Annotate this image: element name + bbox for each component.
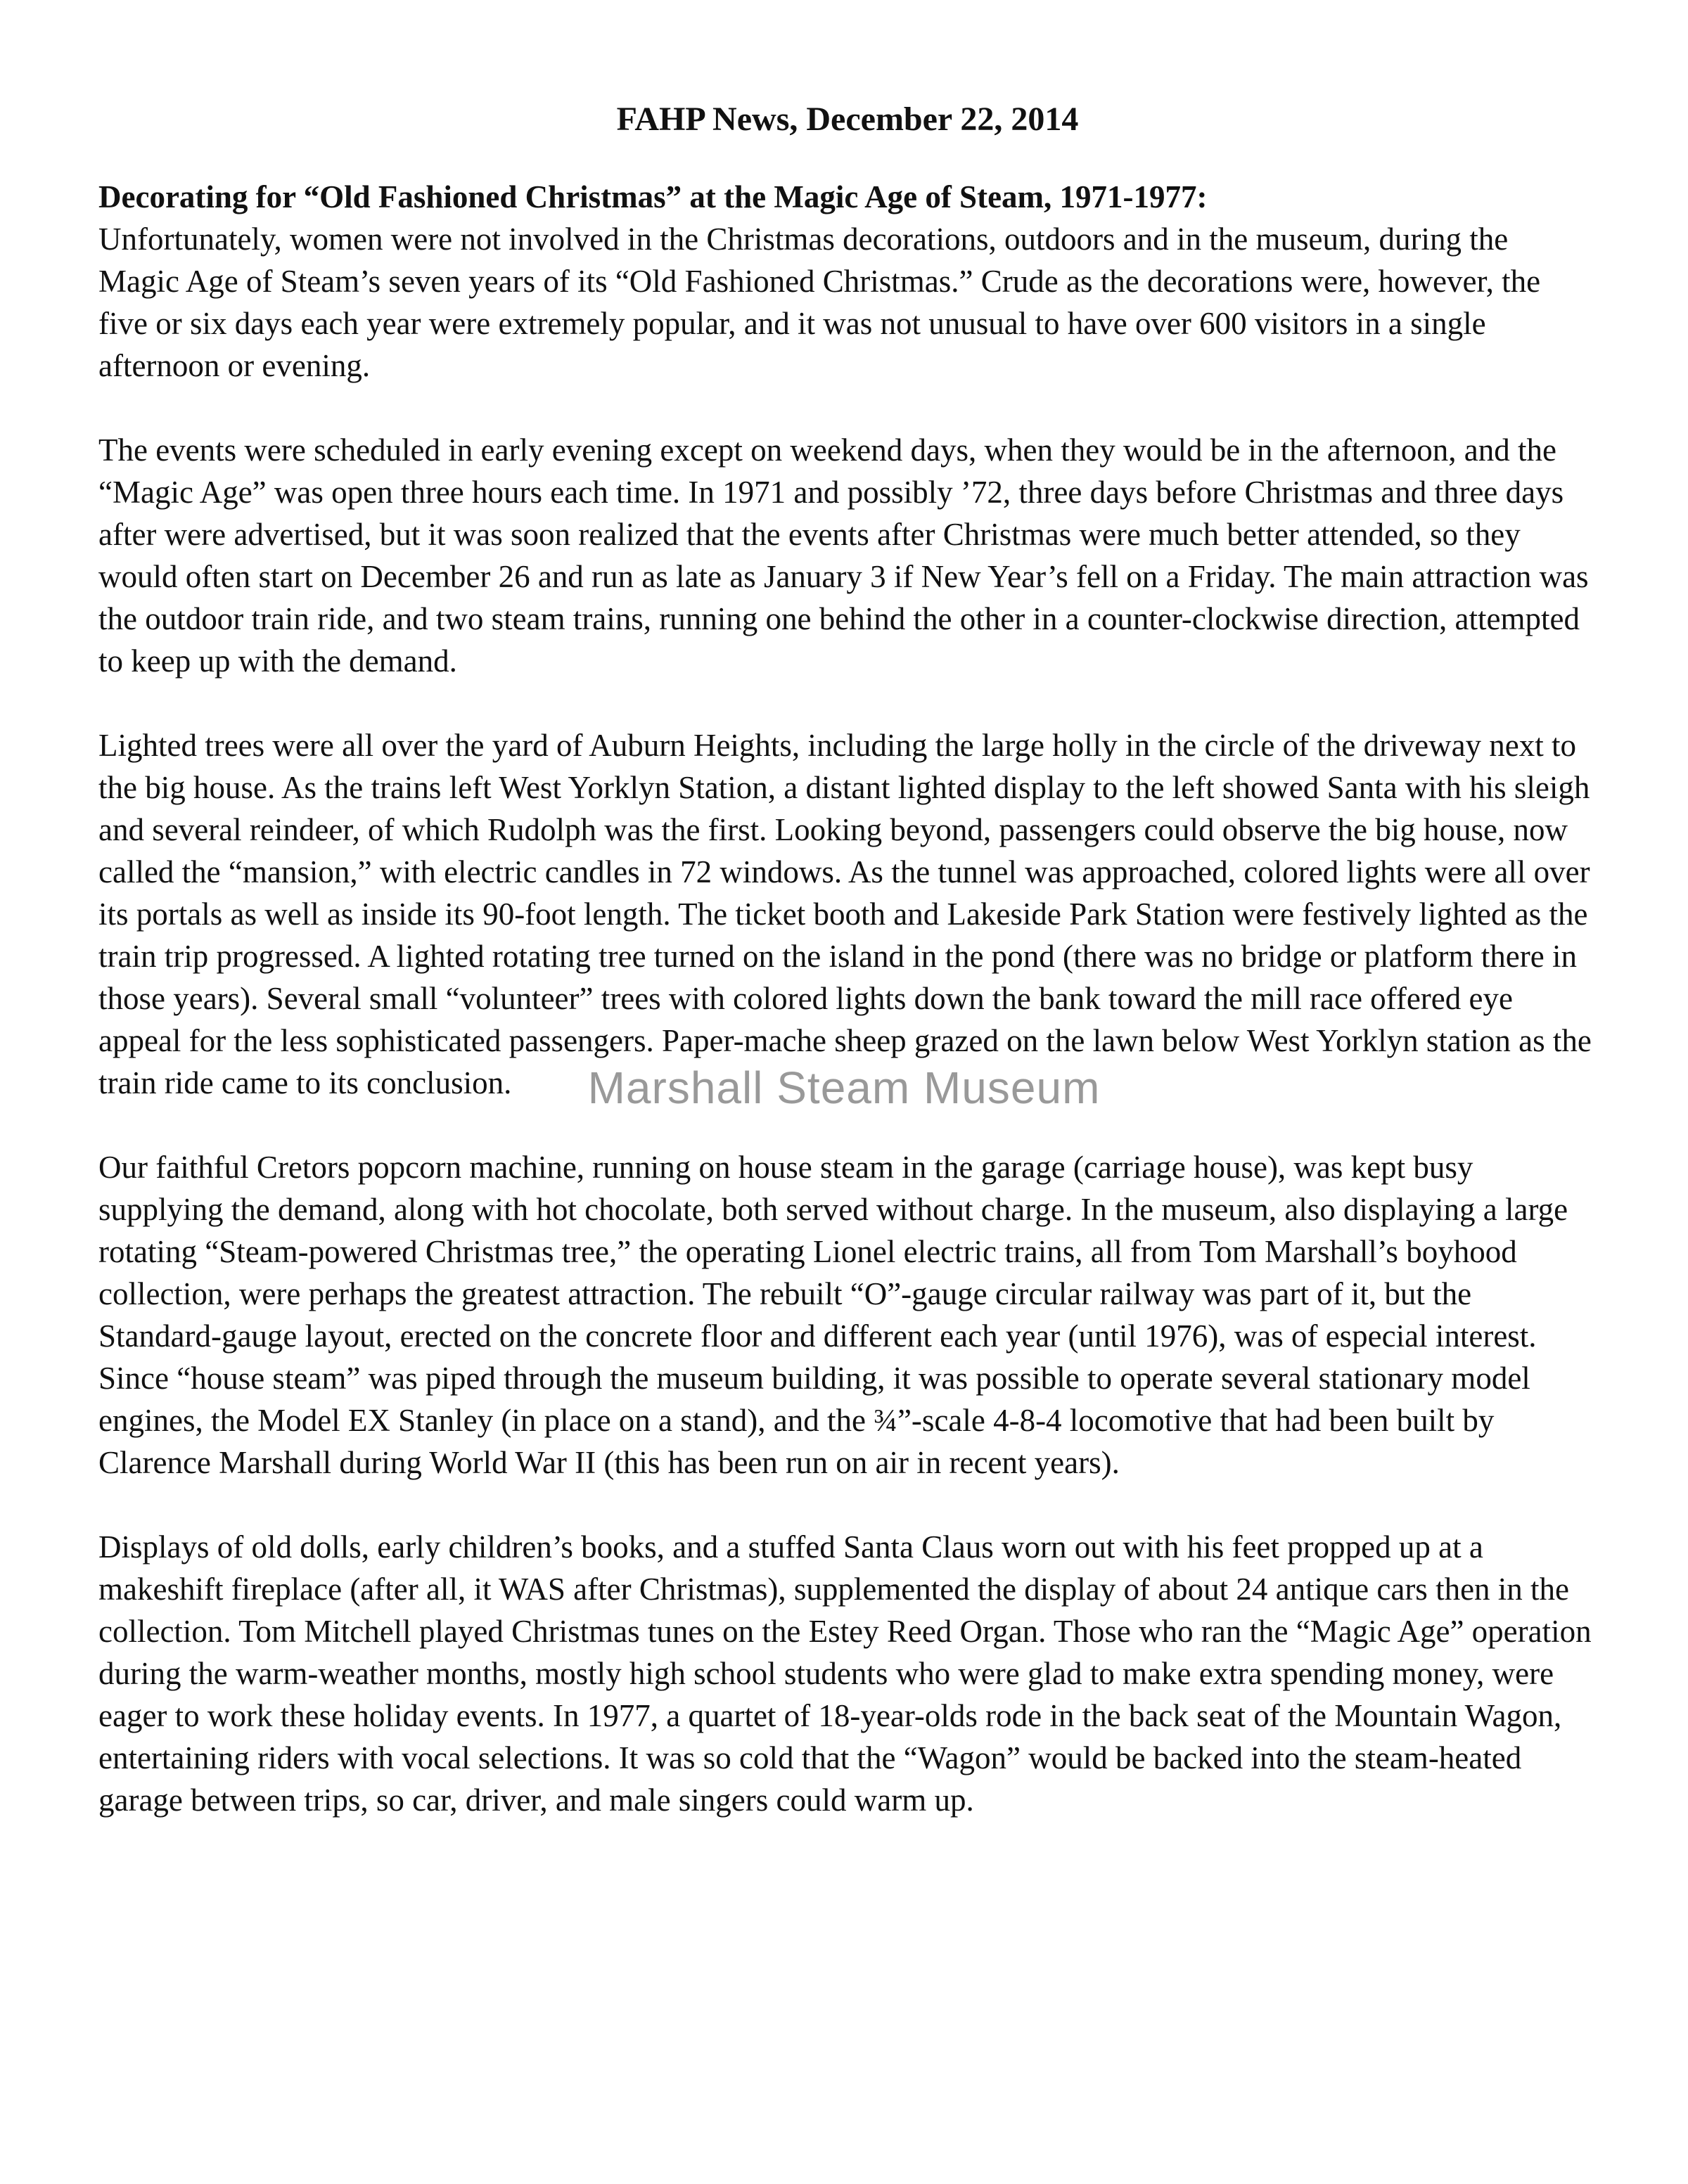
document-page bbox=[98, 98, 1597, 1863]
section-heading: Decorating for “Old Fashioned Christmas” at the Magic Age of Steam, 1971-1977: bbox=[98, 179, 1208, 214]
paragraph-lighted-trees: Lighted trees were all over the yard of Auburn Heights, including the large holly in the circle of the driveway next to the big house. As the trains left West Yorklyn Station, a distant lighted display to the left showed Santa with his sleigh and several reindeer, of which Rudolph was the first. Looking beyond, passengers could observe the big house, now called the “mansion,” with electric candles in 72 windows. As the tunnel was approached, colored lights were all over its portals as well as inside its 90-foot length. The ticket booth and Lakeside Park Station were festively lighted as the train trip progressed. A lighted rotating tree turned on the island in the pond (there was no bridge or platform there in those years). Several small “volunteer” trees with colored lights down the bank toward the mill race offered eye appeal for the less sophisticated passengers. Paper-mache sheep grazed on the lawn below West Yorklyn station as the train ride came to its conclusion. bbox=[98, 728, 1592, 1100]
page-title: FAHP News, December 22, 2014 bbox=[616, 101, 1079, 138]
paragraph-displays: Displays of old dolls, early children’s books, and a stuffed Santa Claus worn out with his feet propped up at a makeshift fireplace (after all, it WAS after Christmas), supplemented the display of about 24 antique cars then in the collection. Tom Mitchell played Christmas tunes on the Estey Reed Organ. Those who ran the “Magic Age” operation during the warm-weather months, mostly high school students who were glad to make extra spending money, were eager to work these holiday events. In 1977, a quartet of 18-year-olds rode in the back seat of the Mountain Wagon, entertaining riders with vocal selections. It was so cold that the “Wagon” would be backed into the steam-heated garage between trips, so car, driver, and male singers could warm up. bbox=[98, 1529, 1592, 1818]
paragraph-popcorn-museum: Our faithful Cretors popcorn machine, running on house steam in the garage (carriage house), was kept busy supplying the demand, along with hot chocolate, both served without charge. In the museum, also displaying a large rotating “Steam-powered Christmas tree,” the operating Lionel electric trains, all from Tom Marshall’s boyhood collection, were perhaps the greatest attraction. The rebuilt “O”-gauge circular railway was part of it, but the Standard-gauge layout, erected on the concrete floor and different each year (until 1976), was of especial interest. Since “house steam” was piped through the museum building, it was possible to operate several stationary model engines, the Model EX Stanley (in place on a stand), and the ¾”-scale 4-8-4 locomotive that had been built by Clarence Marshall during World War II (this has been run on air in recent years). bbox=[98, 1150, 1568, 1480]
watermark: Marshall Steam Museum bbox=[587, 1062, 1101, 1113]
paragraph-text: Unfortunately, women were not involved in the Christmas decorations, outdoors and in the museum, during the Magic Age of Steam’s seven years of its “Old Fashioned Christmas.” Crude as the decorations were, however, the five or six days each year were extremely popular, and it was not unusual to have over 600 visitors in a single afternoon or evening. bbox=[98, 221, 1541, 383]
paragraph-events: The events were scheduled in early evening except on weekend days, when they would be in the afternoon, and the “Magic Age” was open three hours each time. In 1971 and possibly ’72, three days before Christmas and three days after were advertised, but it was soon realized that the events after Christmas were much better attended, so they would often start on December 26 and run as late as January 3 if New Year’s fell on a Friday. The main attraction was the outdoor train ride, and two steam trains, running one behind the other in a counter-clockwise direction, attempted to keep up with the demand. bbox=[98, 432, 1589, 679]
intro-paragraph bbox=[98, 176, 1597, 387]
